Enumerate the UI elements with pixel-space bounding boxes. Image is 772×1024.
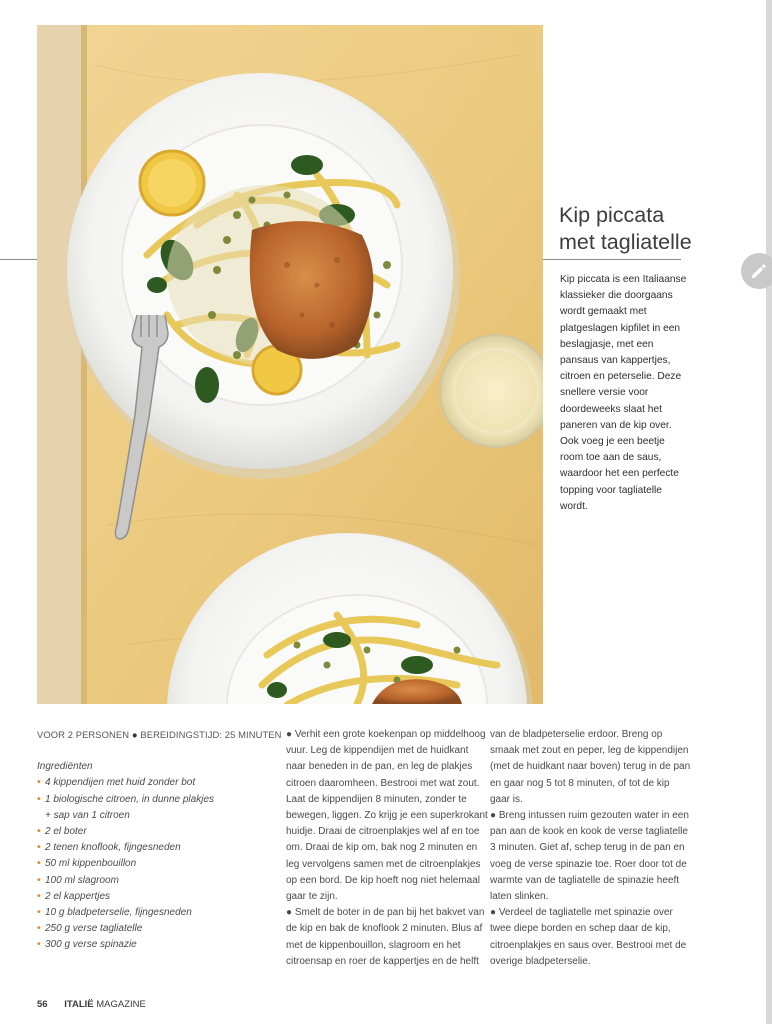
ingredient-item: • 1 biologische citroen, in dunne plakjes xyxy=(37,792,267,808)
page-footer xyxy=(37,999,146,1010)
recipe-title xyxy=(559,202,709,256)
recipe-meta xyxy=(37,727,282,743)
method-line: bewegen, liggen. Zo krijg je een superkrokant xyxy=(286,810,488,822)
method-line: en gaar nog 5 tot 8 minuten, of tot de kip xyxy=(490,777,670,789)
ingredient-item: • 50 ml kippenbouillon xyxy=(37,856,267,872)
intro-line: topping voor tagliatelle xyxy=(560,484,662,496)
method-line: naar beneden in de pan, en leg de plakjes xyxy=(286,761,473,773)
edit-button[interactable] xyxy=(741,253,772,289)
method-line: op een bord. De kip hoeft nog niet helemaal xyxy=(286,874,481,886)
method-line: 3 minuten. Giet af, schep terug in de pan en xyxy=(490,842,685,854)
pencil-icon xyxy=(750,262,768,280)
bullet-icon: • xyxy=(37,793,41,805)
title-rule xyxy=(0,259,37,260)
intro-line: beslagjasje, met een xyxy=(560,338,654,350)
ingredient-item: • 4 kippendijen met huid zonder bot xyxy=(37,775,267,791)
intro-line: waardoor het een perfecte xyxy=(560,468,679,480)
method-line: vuur. Leg de kippendijen met de huidkant xyxy=(286,745,469,757)
intro-line: doordeweeks slaat het xyxy=(560,403,662,415)
method-line: pan aan de kook en kook de verse tagliatelle xyxy=(490,826,688,838)
method-line: leg vervolgens samen met de citroenplakjes xyxy=(286,858,481,870)
intro-line: pansaus van kappertjes, xyxy=(560,355,671,367)
bullet-icon: • xyxy=(37,923,41,935)
intro-line: wordt. xyxy=(560,500,588,512)
bullet-icon: • xyxy=(37,874,41,886)
intro-line: citroen en peterselie. Deze xyxy=(560,371,682,383)
ingredient-item: • 2 el kappertjes xyxy=(37,889,267,905)
bullet-icon: • xyxy=(37,777,41,789)
method-line: ● Smelt de boter in de pan bij het bakvet van xyxy=(286,907,485,919)
bullet-icon: • xyxy=(37,842,41,854)
ingredient-item: • 2 el boter xyxy=(37,824,267,840)
method-line: van de bladpeterselie erdoor. Breng op xyxy=(490,729,663,740)
ingredient-item: • 2 tenen knoflook, fijngesneden xyxy=(37,840,267,856)
method-line: smaak met zout en peper, leg de kippendijen xyxy=(490,745,689,757)
method-line: citroenplakjes en saus over. Bestrooi met de xyxy=(490,939,687,951)
intro-line: Kip piccata is een Italiaanse xyxy=(560,274,687,285)
ingredient-item: + sap van 1 citroen xyxy=(45,809,130,821)
intro-line: klassieker die doorgaans xyxy=(560,290,673,302)
intro-line: Ook voeg je een beetje xyxy=(560,436,665,448)
prep-time: BEREIDINGSTIJD: 25 MINUTEN xyxy=(140,729,282,740)
intro-line: room toe aan de saus, xyxy=(560,452,662,464)
recipe-photo xyxy=(37,25,543,704)
intro-line: paneren van de kip over. xyxy=(560,419,672,431)
method-line: warmte van de tagliatelle de spinazie heeft xyxy=(490,874,680,886)
method-column-2 xyxy=(490,727,691,970)
bullet-icon: ● xyxy=(131,729,138,740)
bullet-icon: • xyxy=(37,890,41,902)
bullet-icon: • xyxy=(37,826,41,838)
method-line: met de kippenbouillon, slagroom en het xyxy=(286,939,461,951)
method-line: om. Draai de kip om, bak nog 2 minuten en xyxy=(286,842,478,854)
ingredient-item: • 300 g verse spinazie xyxy=(37,937,267,953)
method-line: citroen daaromheen. Bestrooi met wat zout. xyxy=(286,777,480,789)
magazine-name: ITALIË xyxy=(64,999,94,1010)
title-rule xyxy=(543,259,681,260)
intro-line: wordt gemaakt met xyxy=(560,306,647,318)
method-line: huidje. Draai de citroenplakjes wel af en toe xyxy=(286,826,480,838)
method-line: citroensap en roer de kappertjes en de helft xyxy=(286,955,479,967)
method-line: ● Breng intussen ruim gezouten water in een xyxy=(490,810,689,822)
bullet-icon: • xyxy=(37,907,41,919)
page-edge xyxy=(766,0,772,1024)
method-line: overige bladpeterselie. xyxy=(490,955,591,967)
method-line: twee diepe borden en schep daar de kip, xyxy=(490,923,671,935)
method-line: gaar is. xyxy=(490,793,523,805)
method-line: laten slinken. xyxy=(490,891,549,903)
method-line: ● Verhit een grote koekenpan op middelhoog xyxy=(286,729,486,740)
bullet-icon: • xyxy=(37,939,41,951)
recipe-title-line: met tagliatelle xyxy=(559,230,692,254)
bullet-icon: • xyxy=(37,858,41,870)
page-number: 56 xyxy=(37,999,48,1010)
method-line: gaar te zijn. xyxy=(286,891,338,903)
recipe-title-line: Kip piccata xyxy=(559,203,665,227)
method-line: de kip en bak de knoflook 2 minuten. Blus af xyxy=(286,923,483,935)
servings: VOOR 2 PERSONEN xyxy=(37,729,130,740)
method-line: voeg de verse spinazie toe. Roer door tot de xyxy=(490,858,687,870)
method-line: (met de huidkant naar boven) terug in de pan xyxy=(490,761,691,773)
method-line: ● Verdeel de tagliatelle met spinazie over xyxy=(490,907,673,919)
ingredient-item: • 100 ml slagroom xyxy=(37,873,267,889)
magazine-suffix: MAGAZINE xyxy=(96,999,146,1010)
intro-line: platgeslagen kipfilet in een xyxy=(560,322,681,334)
method-column-1 xyxy=(286,727,488,970)
recipe-intro xyxy=(560,272,690,515)
intro-line: snellere versie voor xyxy=(560,387,649,399)
ingredient-item: • 10 g bladpeterselie, fijngesneden xyxy=(37,905,267,921)
method-line: Laat de kippendijen 8 minuten, zonder te xyxy=(286,793,467,805)
ingredient-item: • 250 g verse tagliatelle xyxy=(37,921,267,937)
ingredients-heading: Ingrediënten xyxy=(37,761,93,773)
ingredients-column xyxy=(37,727,282,954)
